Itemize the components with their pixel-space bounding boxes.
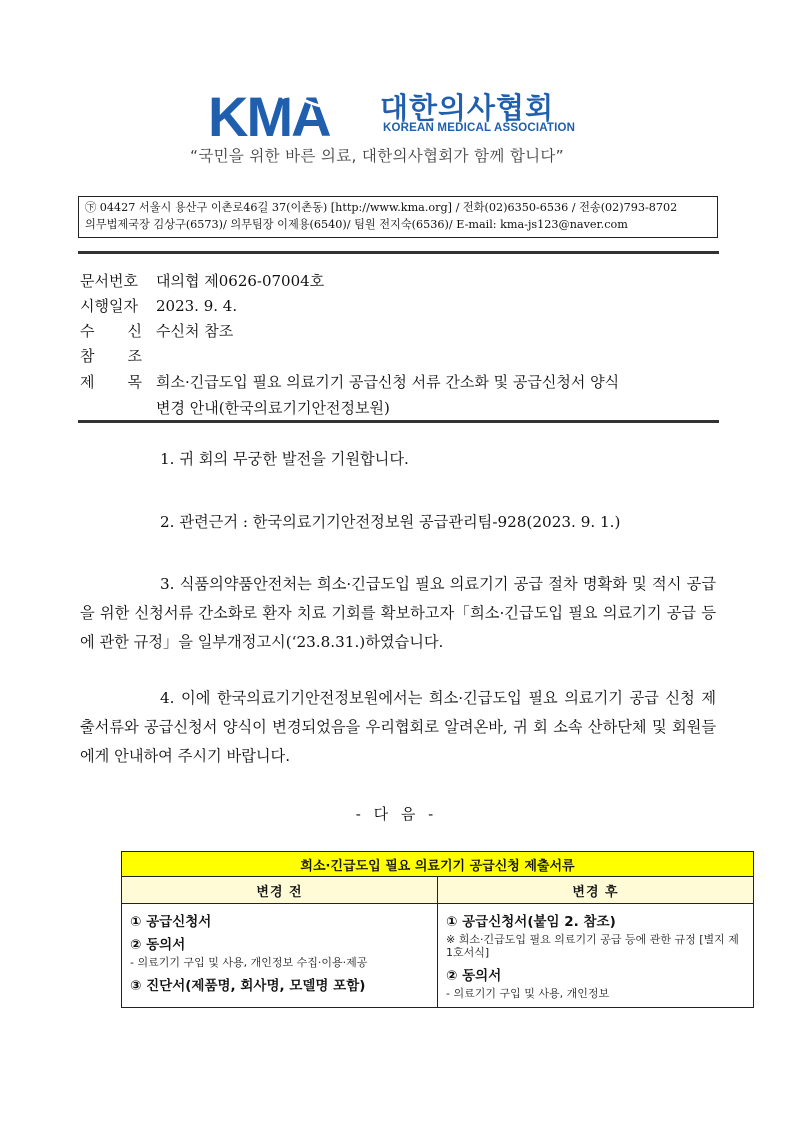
recipient-row [80, 320, 233, 341]
contact-box [78, 196, 718, 238]
subject-line-2: 변경 안내(한국의료기기안전정보원) [156, 399, 390, 417]
contact-line-address: ㊦ 04427 서울시 용산구 이촌로46길 37(이촌동) [http://www.kma.org] / 전화(02)6350-6536 / 전송(02)793-8702 [85, 201, 678, 214]
after-header: 변경 후 [438, 877, 754, 904]
doc-number: 대의협 제0626-07004호 [156, 272, 325, 290]
reference-label-2: 조 [127, 347, 142, 365]
recipient: 수신처 참조 [156, 322, 234, 340]
next-heading: - 다 음 - [355, 805, 438, 823]
after-item-1-note: ※ 희소·긴급도입 필요 의료기기 공급 등에 관한 규정 [별지 제1호서식] [446, 933, 739, 959]
org-name-korean: 대한의사협회 [380, 91, 555, 125]
reference-label-1: 참 [80, 347, 95, 365]
slogan: “국민을 위한 바른 의료, 대한의사협회가 함께 합니다” [190, 147, 564, 165]
issue-date: 2023. 9. 4. [156, 297, 238, 315]
contact-line-staff: 의무법제국장 김상구(6573)/ 의무팀장 이제용(6540)/ 팀원 전지숙(6536)/ E-mail: kma-js123@naver.com [85, 218, 628, 231]
subject-label-2: 목 [127, 373, 142, 391]
after-item-2-note: - 의료기기 구입 및 사용, 개인정보 [446, 987, 610, 1000]
paragraph-3: 3. 식품의약품안전처는 희소·긴급도입 필요 의료기기 공급 절차 명확화 및 적시 공급을 위한 신청서류 간소화로 환자 치료 기회를 확보하고자「희소·긴급도입 필요 의료기기 공급 등에 관한 규정」을 일부개정고시(‘23.8.31.)하였습니다. [80, 575, 716, 651]
recipient-label-1: 수 [80, 322, 95, 340]
table-title: 희소·긴급도입 필요 의료기기 공급신청 제출서류 [122, 852, 754, 877]
recipient-label-2: 신 [127, 322, 142, 340]
before-item-2-note: - 의료기기 구입 및 사용, 개인정보 수집·이용·제공 [130, 956, 368, 969]
reference-row [80, 345, 156, 366]
before-cell [122, 904, 438, 1008]
date-label: 시행일자 [80, 297, 138, 315]
submission-documents-table [121, 851, 754, 1008]
paragraph-1: 1. 귀 회의 무궁한 발전을 기원합니다. [160, 450, 409, 468]
divider-top [78, 251, 719, 254]
subject-line-1: 희소·긴급도입 필요 의료기기 공급신청 서류 간소화 및 공급신청서 양식 [156, 373, 620, 391]
after-item-2: ② 동의서 [446, 968, 502, 984]
before-item-3: ③ 진단서(제품명, 회사명, 모델명 포함) [130, 978, 366, 994]
after-item-1: ① 공급신청서(붙임 2. 참조) [446, 914, 616, 930]
subject-label-1: 제 [80, 373, 95, 391]
org-name-english: KOREAN MEDICAL ASSOCIATION [383, 122, 576, 134]
kma-logo-text: KMA [208, 88, 330, 140]
subject-row [80, 371, 619, 392]
divider-bottom [78, 420, 719, 423]
paragraph-2: 2. 관련근거 : 한국의료기기안전정보원 공급관리팀-928(2023. 9. 1.) [160, 513, 621, 531]
doc-number-row [80, 270, 324, 291]
paragraph-4: 4. 이에 한국의료기기안전정보원에서는 희소·긴급도입 필요 의료기기 공급 신청 제출서류와 공급신청서 양식이 변경되었음을 우리협회로 알려온바, 귀 회 소속 산하단체 및 회원들에게 안내하여 주시기 바랍니다. [80, 689, 716, 765]
after-cell [438, 904, 754, 1008]
doc-number-label: 문서번호 [80, 272, 138, 290]
date-row [80, 295, 237, 316]
before-header: 변경 전 [122, 877, 438, 904]
before-item-1: ① 공급신청서 [130, 914, 212, 930]
before-item-2: ② 동의서 [130, 937, 186, 953]
